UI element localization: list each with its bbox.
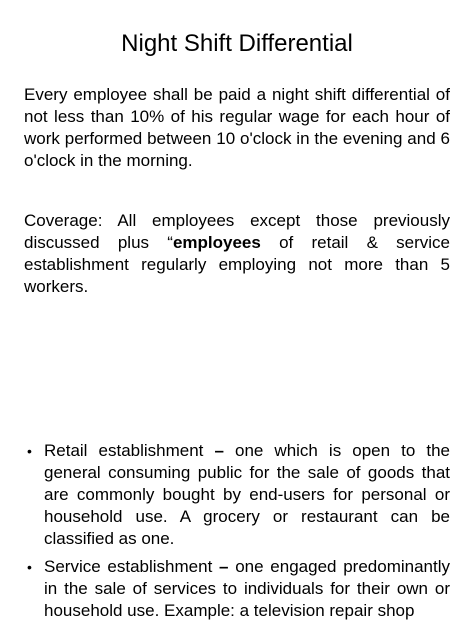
service-definition: one engaged predominantly in the sale of services to individuals for their own or household use. Example: a television repair shop bbox=[44, 557, 450, 620]
retail-definition: one which is open to the general consuming public for the sale of goods that are commonly bought by end-users for personal or household use. A grocery or restaurant can be classified as one. bbox=[44, 441, 451, 548]
definition-list bbox=[24, 440, 450, 628]
bullet-icon: • bbox=[27, 443, 32, 459]
night-shift-paragraph: Every employee shall be paid a night shift differential of not less than 10% of his regular wage for each hour of work performed between 10 o'clock in the evening and 6 o'clock in the morning. bbox=[24, 85, 450, 170]
coverage-text-end: of retail & service establishment regularly employing not more than 5 workers. bbox=[24, 233, 451, 296]
list-item-service bbox=[24, 556, 450, 622]
service-dash: – bbox=[212, 557, 236, 576]
retail-dash: – bbox=[203, 441, 235, 460]
retail-term: Retail establishment bbox=[44, 441, 204, 460]
coverage-paragraph bbox=[24, 210, 450, 298]
service-term: Service establishment bbox=[44, 557, 213, 576]
list-item-retail bbox=[24, 440, 450, 550]
bullet-icon: • bbox=[27, 559, 32, 575]
coverage-bold-employees: employees bbox=[172, 233, 261, 252]
coverage-text-start: Coverage: All employees except those previously discussed plus “ bbox=[24, 211, 450, 252]
slide-title: Night Shift Differential bbox=[121, 30, 353, 57]
